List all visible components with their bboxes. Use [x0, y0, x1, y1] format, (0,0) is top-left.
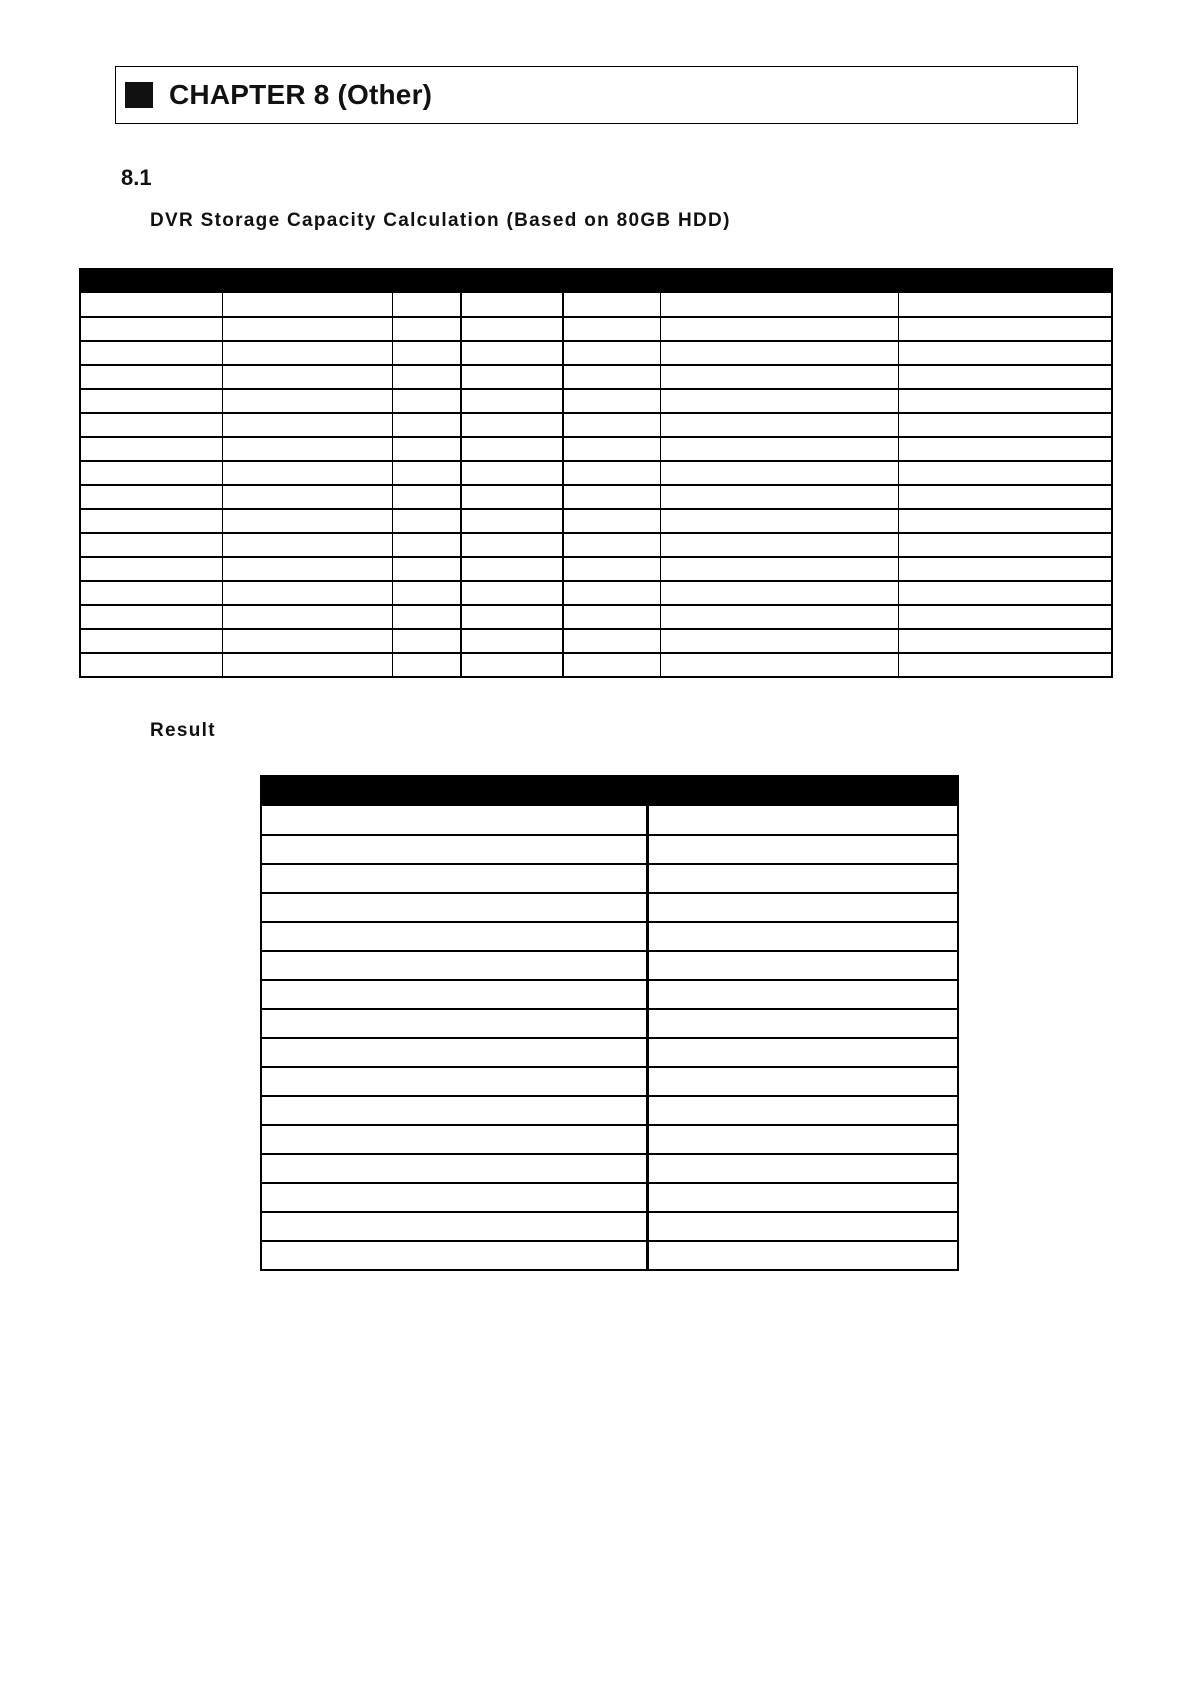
- table-row: [80, 461, 1112, 485]
- table-cell: [461, 413, 563, 437]
- table-cell: [222, 653, 392, 677]
- table-cell: [261, 835, 647, 864]
- table-cell: [563, 557, 660, 581]
- table-cell: [80, 629, 222, 653]
- table-cell: [80, 533, 222, 557]
- table-cell: [647, 951, 958, 980]
- table-cell: [392, 389, 461, 413]
- table-cell: [261, 922, 647, 951]
- table-cell: [563, 341, 660, 365]
- table-cell: [222, 509, 392, 533]
- table-cell: [647, 1009, 958, 1038]
- table-cell: [898, 557, 1112, 581]
- table-cell: [660, 629, 898, 653]
- table-cell: [563, 461, 660, 485]
- table-cell: [392, 413, 461, 437]
- table-cell: [80, 653, 222, 677]
- table-cell: [261, 1125, 647, 1154]
- result-table: [260, 775, 959, 1271]
- table-cell: [392, 653, 461, 677]
- table-cell: [222, 461, 392, 485]
- table-row: [80, 437, 1112, 461]
- table-row: [80, 653, 1112, 677]
- table-cell: [392, 341, 461, 365]
- table-row: [261, 1067, 958, 1096]
- table-row: [80, 509, 1112, 533]
- table-cell: [898, 461, 1112, 485]
- table-cell: [660, 389, 898, 413]
- table-cell: [660, 533, 898, 557]
- table-cell: [80, 413, 222, 437]
- table-cell: [222, 629, 392, 653]
- table-cell: [461, 485, 563, 509]
- table-cell: [898, 605, 1112, 629]
- table-cell: [461, 629, 563, 653]
- table-cell: [461, 365, 563, 389]
- table-cell: [563, 653, 660, 677]
- table-cell: [461, 557, 563, 581]
- table-cell: [898, 653, 1112, 677]
- table-cell: [563, 389, 660, 413]
- table-cell: [261, 806, 647, 835]
- table-cell: [647, 1067, 958, 1096]
- table-cell: [647, 835, 958, 864]
- table-cell: [222, 605, 392, 629]
- table-cell: [898, 533, 1112, 557]
- table-cell: [563, 365, 660, 389]
- table-cell: [261, 864, 647, 893]
- table-cell: [647, 1125, 958, 1154]
- table-cell: [660, 341, 898, 365]
- storage-table-header: [80, 269, 1112, 293]
- table-cell: [898, 485, 1112, 509]
- table-cell: [563, 413, 660, 437]
- table-row: [261, 980, 958, 1009]
- table-row: [261, 951, 958, 980]
- table-cell: [461, 317, 563, 341]
- table-cell: [461, 533, 563, 557]
- table-cell: [647, 1038, 958, 1067]
- table-cell: [647, 864, 958, 893]
- table-cell: [392, 317, 461, 341]
- table-cell: [563, 317, 660, 341]
- table-row: [261, 922, 958, 951]
- table-cell: [261, 1183, 647, 1212]
- table-cell: [392, 533, 461, 557]
- table-row: [261, 806, 958, 835]
- table-cell: [80, 509, 222, 533]
- table-cell: [392, 509, 461, 533]
- table-cell: [461, 605, 563, 629]
- table-row: [261, 1096, 958, 1125]
- table-cell: [392, 605, 461, 629]
- table-row: [80, 581, 1112, 605]
- table-cell: [80, 485, 222, 509]
- table-cell: [222, 389, 392, 413]
- table-row: [261, 1183, 958, 1212]
- table-cell: [660, 437, 898, 461]
- section-subtitle: DVR Storage Capacity Calculation (Based on 80GB HDD): [150, 210, 731, 231]
- table-cell: [261, 1009, 647, 1038]
- table-cell: [461, 653, 563, 677]
- table-row: [80, 557, 1112, 581]
- table-row: [261, 1241, 958, 1270]
- section-number: 8.1: [121, 165, 152, 190]
- table-cell: [392, 437, 461, 461]
- table-cell: [898, 365, 1112, 389]
- table-row: [80, 533, 1112, 557]
- table-cell: [898, 437, 1112, 461]
- table-cell: [563, 581, 660, 605]
- table-cell: [647, 806, 958, 835]
- table-cell: [461, 341, 563, 365]
- table-row: [261, 1154, 958, 1183]
- table-cell: [563, 509, 660, 533]
- table-row: [80, 485, 1112, 509]
- table-cell: [461, 581, 563, 605]
- table-row: [261, 1212, 958, 1241]
- table-cell: [898, 509, 1112, 533]
- table-cell: [80, 389, 222, 413]
- table-cell: [898, 389, 1112, 413]
- table-cell: [80, 605, 222, 629]
- table-cell: [392, 485, 461, 509]
- table-cell: [392, 365, 461, 389]
- table-cell: [647, 980, 958, 1009]
- table-row: [261, 835, 958, 864]
- table-cell: [222, 557, 392, 581]
- table-cell: [261, 1067, 647, 1096]
- table-cell: [461, 293, 563, 317]
- table-cell: [461, 437, 563, 461]
- storage-capacity-table: [79, 268, 1113, 678]
- table-cell: [80, 437, 222, 461]
- table-cell: [647, 1154, 958, 1183]
- table-cell: [261, 980, 647, 1009]
- table-cell: [222, 533, 392, 557]
- table-cell: [660, 509, 898, 533]
- table-cell: [563, 293, 660, 317]
- table-cell: [647, 1096, 958, 1125]
- table-row: [80, 293, 1112, 317]
- table-cell: [222, 581, 392, 605]
- table-cell: [647, 1212, 958, 1241]
- table-cell: [898, 293, 1112, 317]
- table-cell: [392, 557, 461, 581]
- table-cell: [563, 629, 660, 653]
- table-cell: [261, 1154, 647, 1183]
- table-cell: [261, 893, 647, 922]
- table-row: [80, 317, 1112, 341]
- table-cell: [80, 341, 222, 365]
- table-cell: [647, 922, 958, 951]
- table-cell: [660, 605, 898, 629]
- table-cell: [563, 605, 660, 629]
- table-row: [80, 413, 1112, 437]
- table-cell: [392, 629, 461, 653]
- table-row: [80, 341, 1112, 365]
- table-cell: [660, 557, 898, 581]
- table-cell: [898, 629, 1112, 653]
- table-cell: [222, 341, 392, 365]
- table-cell: [660, 365, 898, 389]
- table-row: [261, 1009, 958, 1038]
- table-cell: [647, 1241, 958, 1270]
- chapter-bullet-icon: [125, 82, 153, 108]
- table-cell: [80, 581, 222, 605]
- table-cell: [222, 317, 392, 341]
- chapter-title: CHAPTER 8 (Other): [169, 79, 433, 110]
- chapter-header: [115, 66, 1078, 124]
- table-cell: [222, 293, 392, 317]
- table-cell: [222, 365, 392, 389]
- table-cell: [898, 317, 1112, 341]
- table-cell: [898, 581, 1112, 605]
- table-cell: [461, 461, 563, 485]
- table-cell: [660, 461, 898, 485]
- table-cell: [392, 581, 461, 605]
- table-cell: [392, 461, 461, 485]
- table-cell: [898, 413, 1112, 437]
- table-cell: [898, 341, 1112, 365]
- table-cell: [392, 293, 461, 317]
- result-label: Result: [150, 720, 216, 741]
- table-cell: [80, 461, 222, 485]
- result-table-header: [261, 776, 958, 806]
- table-cell: [647, 1183, 958, 1212]
- table-cell: [660, 317, 898, 341]
- table-cell: [660, 293, 898, 317]
- table-cell: [80, 293, 222, 317]
- table-cell: [261, 951, 647, 980]
- table-cell: [660, 653, 898, 677]
- table-cell: [80, 317, 222, 341]
- table-cell: [461, 389, 563, 413]
- table-row: [80, 605, 1112, 629]
- table-cell: [222, 485, 392, 509]
- table-cell: [261, 1096, 647, 1125]
- storage-table-header-row: [80, 269, 1112, 293]
- table-cell: [660, 413, 898, 437]
- table-row: [80, 389, 1112, 413]
- table-cell: [222, 413, 392, 437]
- table-row: [80, 365, 1112, 389]
- table-cell: [261, 1038, 647, 1067]
- table-row: [80, 629, 1112, 653]
- table-row: [261, 864, 958, 893]
- table-cell: [563, 533, 660, 557]
- table-cell: [660, 485, 898, 509]
- table-cell: [222, 437, 392, 461]
- table-cell: [563, 485, 660, 509]
- table-cell: [660, 581, 898, 605]
- table-cell: [261, 1241, 647, 1270]
- result-table-header-row: [261, 776, 958, 806]
- table-row: [261, 893, 958, 922]
- table-row: [261, 1125, 958, 1154]
- table-cell: [80, 365, 222, 389]
- table-cell: [80, 557, 222, 581]
- table-cell: [261, 1212, 647, 1241]
- table-cell: [647, 893, 958, 922]
- table-row: [261, 1038, 958, 1067]
- table-cell: [461, 509, 563, 533]
- table-cell: [563, 437, 660, 461]
